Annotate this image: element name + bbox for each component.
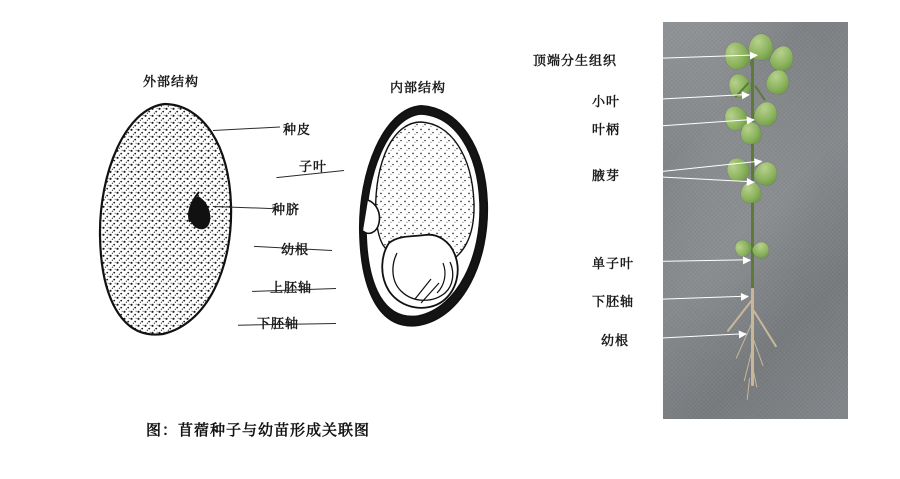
- label-epicotyl: 上胚轴: [270, 280, 313, 295]
- figure-caption: 图：苜蓿种子与幼苗形成关联图: [146, 422, 371, 439]
- label-radicle: 幼根: [281, 242, 310, 257]
- label-leaflet: 小叶: [592, 94, 621, 109]
- label-seedling-hypocotyl: 下胚轴: [592, 294, 635, 309]
- label-seed-coat: 种皮: [283, 122, 312, 137]
- label-petiole: 叶柄: [592, 122, 621, 137]
- seed-internal-drawing: [355, 103, 495, 333]
- label-axillary-bud: 腋芽: [592, 168, 621, 183]
- seed-external-drawing: [95, 100, 240, 345]
- seedling-photo: [663, 22, 848, 419]
- left-panel-title: 外部结构: [143, 74, 200, 89]
- mid-panel-title: 内部结构: [390, 80, 447, 95]
- label-cotyledon: 子叶: [299, 159, 328, 174]
- photo-texture: [663, 22, 848, 419]
- label-unifoliate-leaf: 单子叶: [592, 256, 635, 271]
- label-seedling-radicle: 幼根: [601, 333, 630, 348]
- label-hypocotyl: 下胚轴: [257, 316, 300, 331]
- label-hilum: 种脐: [272, 202, 301, 217]
- label-apical-meristem: 顶端分生组织: [533, 53, 618, 68]
